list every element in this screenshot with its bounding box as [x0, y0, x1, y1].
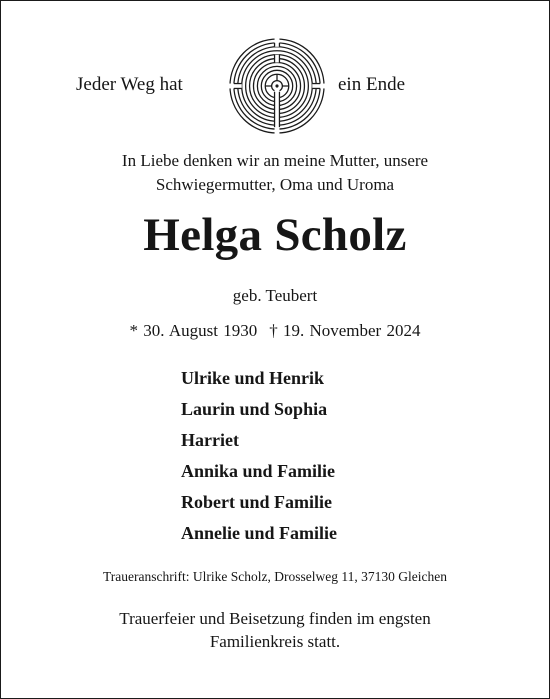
mourning-address: Traueranschrift: Ulrike Scholz, Drosselweg 11, 37130 Gleichen — [103, 569, 447, 584]
maiden-name: geb. Teubert — [232, 286, 318, 305]
mourner-item: Annika und Familie — [181, 461, 336, 481]
motto-right: ein Ende — [338, 74, 406, 95]
mourner-item: Ulrike und Henrik — [181, 368, 325, 388]
mourner-item: Annelie und Familie — [181, 523, 338, 543]
birth-date: * 30. August 1930 — [129, 321, 258, 340]
mourner-item: Laurin und Sophia — [181, 399, 328, 419]
closing-line-2: Familienkreis statt. — [209, 632, 341, 651]
deceased-name: Helga Scholz — [143, 209, 407, 261]
intro-line-2: Schwiegermutter, Oma und Uroma — [155, 175, 395, 194]
labyrinth-icon — [228, 37, 326, 135]
intro-line-1: In Liebe denken wir an meine Mutter, unsere — [121, 151, 429, 170]
intro-text — [1, 149, 549, 197]
mourner-item: Harriet — [181, 430, 239, 450]
mourners-list — [181, 363, 337, 549]
closing-line-1: Trauerfeier und Beisetzung finden im engsten — [119, 609, 431, 628]
life-dates — [1, 321, 549, 341]
mourner-item: Robert und Familie — [181, 492, 332, 512]
motto-left: Jeder Weg hat — [76, 74, 183, 95]
closing-note — [1, 607, 549, 653]
death-date: † 19. November 2024 — [269, 321, 421, 340]
